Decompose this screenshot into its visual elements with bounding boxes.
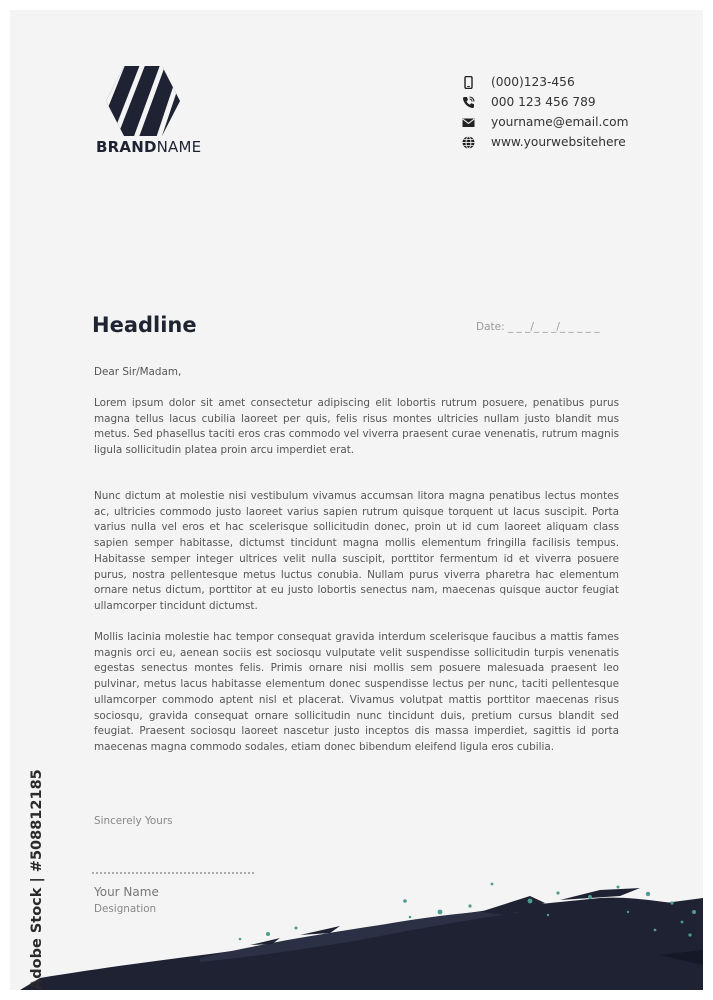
body-paragraph-2: Nunc dictum at molestie nisi vestibulum vivamus accumsan litora magna penatibus lectus montes ac, ultricies commodo justo laoreet varius sapien rutrum quisque torquent ut lacus suscipit. Porta varius nulla vel eros et hac scelerisque sollicitudin donec, proin ut id cum laoreet aliquam class sapien semper habitasse, dictumst tincidunt magna mollis elementum fringilla facilisis tempus. Habitasse semper integer ultrices velit nulla suscipit, porttitor fermentum id et viverra posuere purus, nostra pellentesque metus luctus conubia. Nullam purus viverra pharetra hac elementum ornare netus dictum, porttitor at eu justo lobortis senectus nam, maecenas quisque auctor feugiat ullamcorper tincidunt dictumst. xyxy=(94,490,619,612)
closing-text: Sincerely Yours xyxy=(94,815,173,827)
date-field: Date: _ _ _/_ _ _/_ _ _ _ _ xyxy=(476,321,600,333)
signature-designation: Designation xyxy=(94,903,157,915)
letter-headline: Headline xyxy=(92,313,197,337)
signature-name: Your Name xyxy=(94,885,159,899)
salutation: Dear Sir/Madam, xyxy=(94,366,182,378)
body-paragraph-1: Lorem ipsum dolor sit amet consectetur adipiscing elit lobortis rutrum posuere, penatibus purus magna tellus lacus cubilia laoreet per quis, felis risus montes ultricies nullam justo blandit mus metus. Sed phasellus taciti eros cras commodo vel viverra praesent curae venenatis, rutrum magnis ligula sollicitudin platea proin arcu imperdiet erat. xyxy=(94,397,619,457)
body-paragraph-3: Mollis lacinia molestie hac tempor consequat gravida interdum scelerisque faucibus a mattis fames magnis orci eu, aenean sociis est sociosqu vulputate velit suspendisse sollicitudin turpis venenatis egestas senectus montes felis. Primis ornare nisi mollis sem posuere malesuada praesent leo pulvinar, metus lacus habitasse elementum donec suspendisse lectus per nunc, taciti pellentesque ullamcorper commodo aptent nisl et placerat. Vivamus volutpat mattis porttitor maecenas risus sociosqu, gravida consequat ornare sollicitudin nunc tincidunt duis, pretium cursus blandit sed feugiat. Praesent sociosqu laoreet nascetur justo inceptos dis massa imperdiet, sagittis id porta maecenas magna commodo sodales, etiam donec bibendum eleifend ligula eros cubilia. xyxy=(94,631,619,753)
contact-email: yourname@email.com xyxy=(462,112,628,132)
brand-name: BRANDNAME xyxy=(96,138,202,156)
stock-watermark: Adobe Stock | #508812185 xyxy=(29,769,45,990)
contact-mobile: (000)123-456 xyxy=(462,72,628,92)
contact-website: www.yourwebsitehere xyxy=(462,132,628,152)
contact-phone: 000 123 456 789 xyxy=(462,92,628,112)
